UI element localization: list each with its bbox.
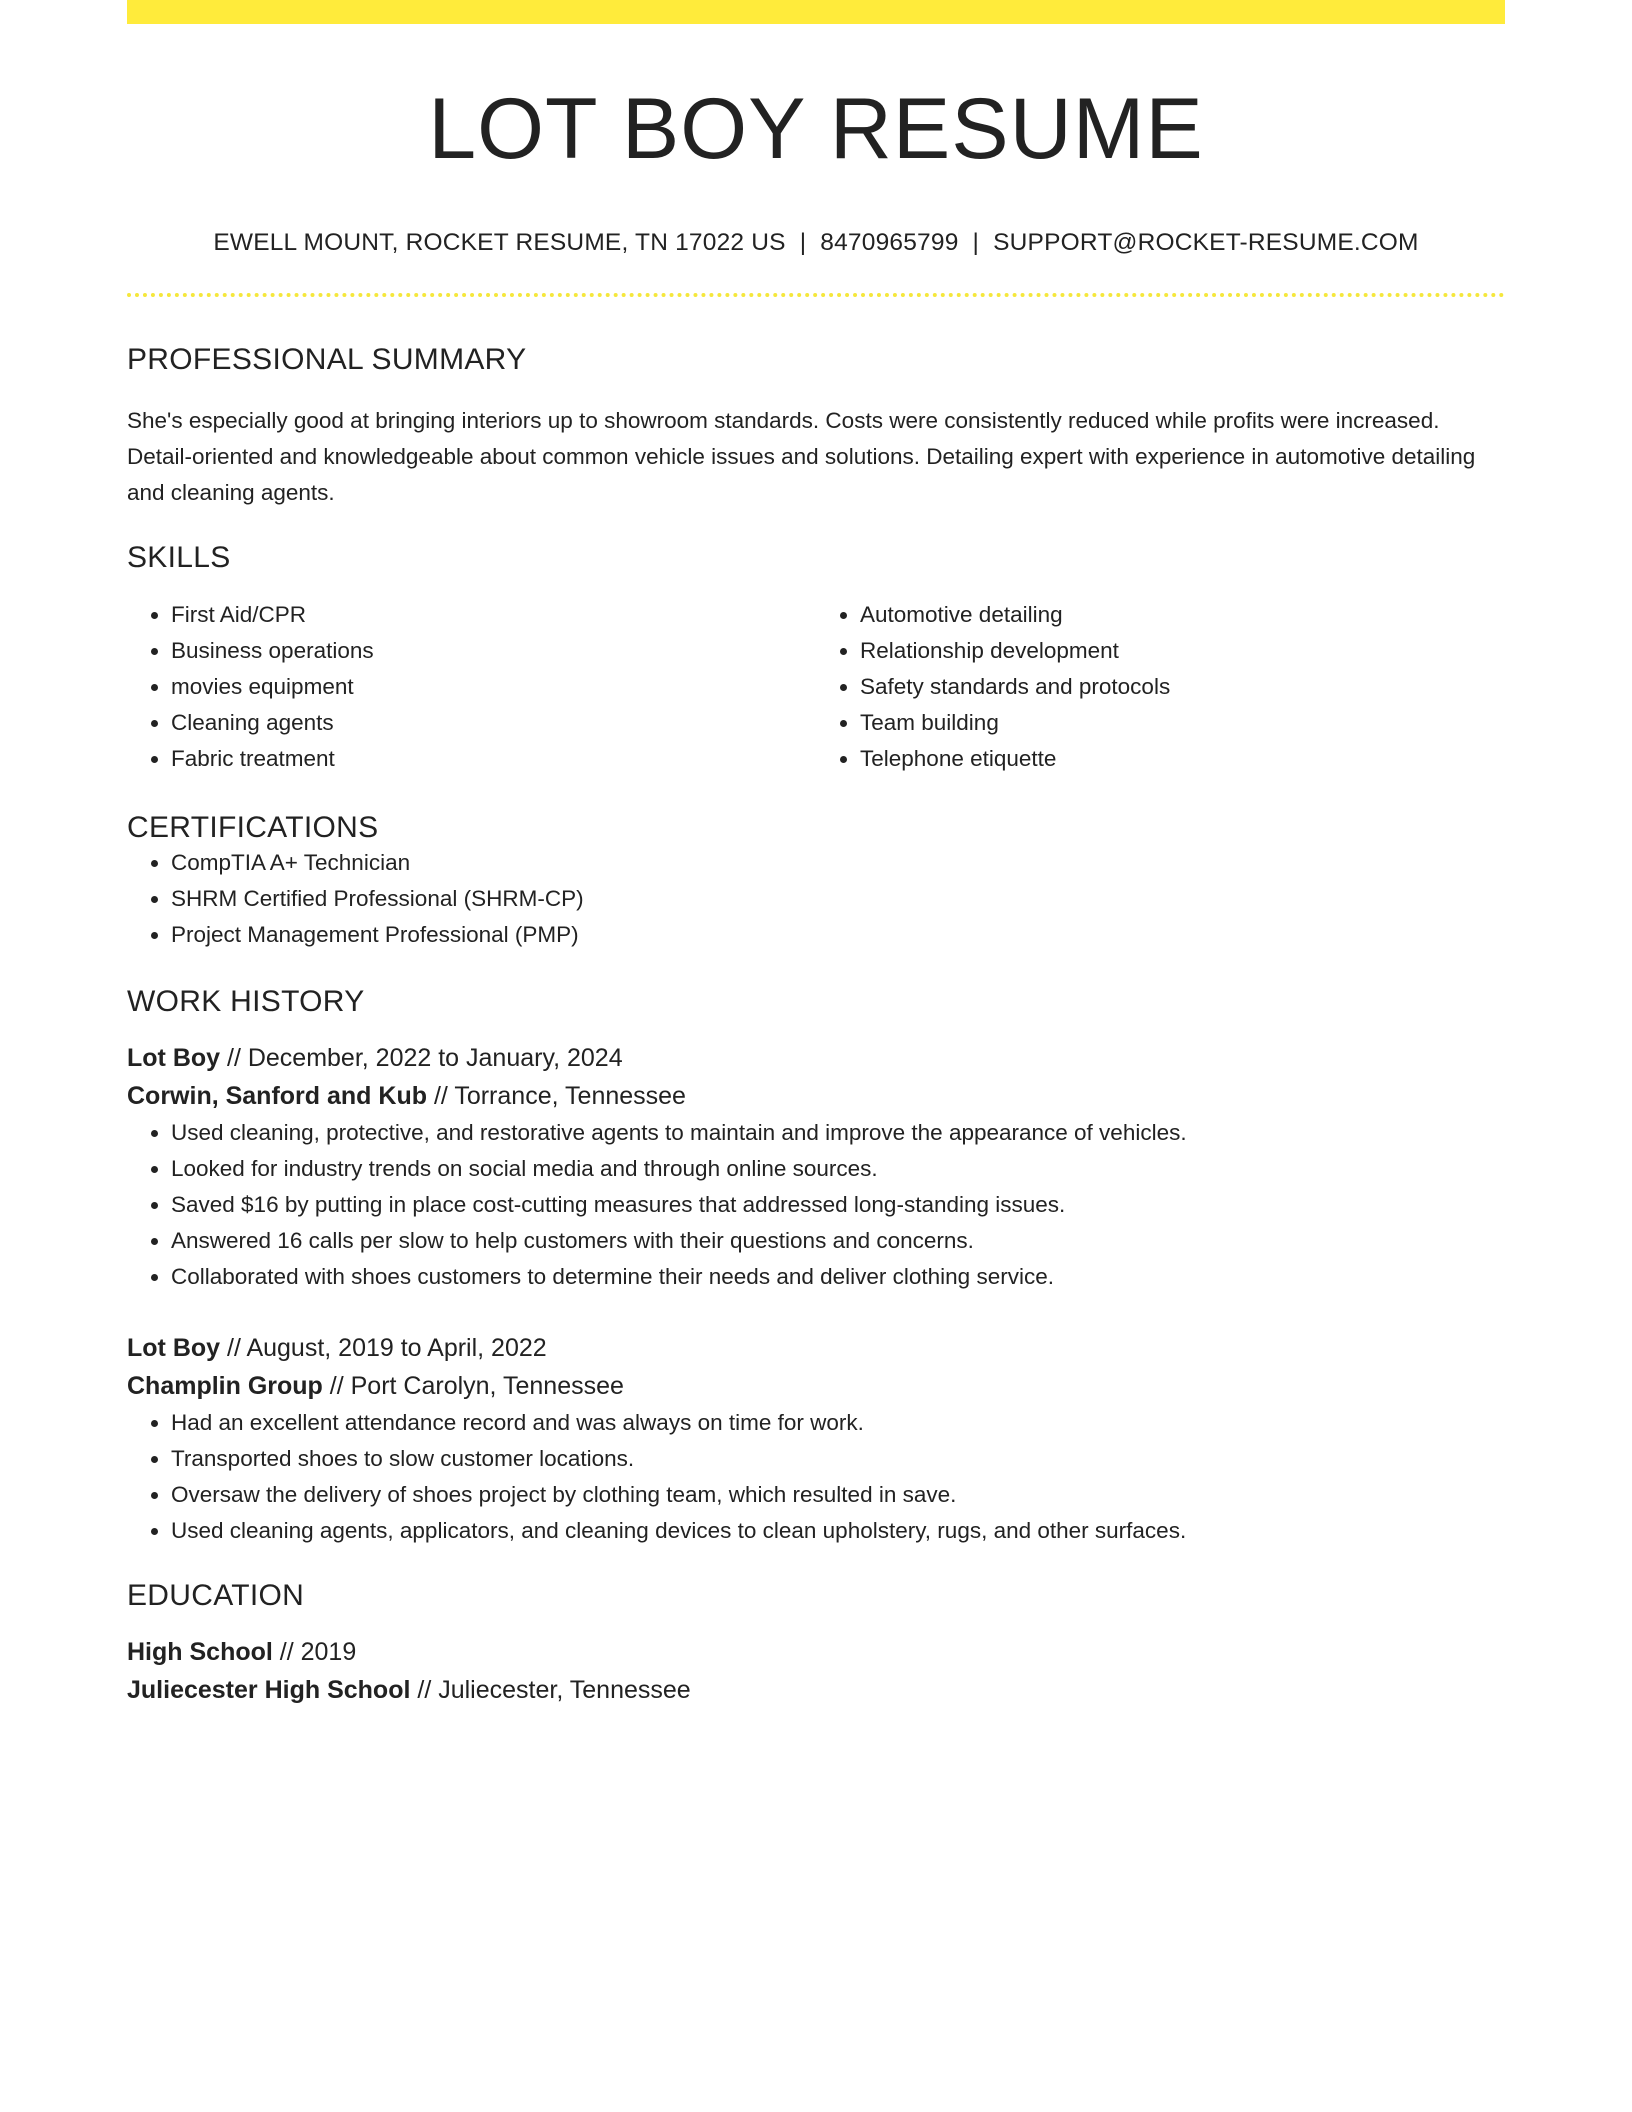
accent-bar [127, 0, 1505, 24]
job-duty: • Collaborated with shoes customers to determine their needs and deliver clothing service. [171, 1259, 1505, 1295]
job-company-line [127, 1077, 1505, 1115]
job-title: Lot Boy [127, 1333, 221, 1362]
summary-heading: PROFESSIONAL SUMMARY [127, 342, 527, 376]
skills-heading: SKILLS [127, 540, 231, 574]
skills-column-right [816, 597, 1505, 777]
education-year: // 2019 [272, 1637, 357, 1666]
job-location: // Port Carolyn, Tennessee [322, 1371, 624, 1400]
job-duty: • Used cleaning agents, applicators, and cleaning devices to clean upholstery, rugs, and other surfaces. [171, 1513, 1505, 1549]
job-duty: • Had an excellent attendance record and was always on time for work. [171, 1405, 1505, 1441]
contact-separator: | [972, 228, 980, 256]
contact-address: EWELL MOUNT, ROCKET RESUME, TN 17022 US [213, 228, 786, 256]
education-location: // Juliecester, Tennessee [410, 1675, 691, 1704]
education-entry [127, 1633, 1505, 1709]
contact-separator: | [799, 228, 807, 256]
resume-title: LOT BOY RESUME [428, 81, 1204, 177]
work-history-heading: WORK HISTORY [127, 984, 365, 1018]
job-entry [127, 1329, 1505, 1549]
contact-email: SUPPORT@ROCKET-RESUME.COM [993, 228, 1419, 256]
job-duty: • Oversaw the delivery of shoes project by clothing team, which resulted in save. [171, 1477, 1505, 1513]
job-company-line [127, 1367, 1505, 1405]
job-company: Champlin Group [127, 1371, 323, 1400]
skill-item: • Business operations [171, 633, 816, 669]
job-dates: // August, 2019 to April, 2022 [220, 1333, 547, 1362]
job-duty: • Looked for industry trends on social media and through online sources. [171, 1151, 1505, 1187]
education-school: Juliecester High School [127, 1675, 411, 1704]
certifications-heading: CERTIFICATIONS [127, 810, 379, 844]
job-location: // Torrance, Tennessee [427, 1081, 686, 1110]
job-company: Corwin, Sanford and Kub [127, 1081, 427, 1110]
education-degree: High School [127, 1637, 273, 1666]
skill-item: • Telephone etiquette [860, 741, 1505, 777]
education-heading: EDUCATION [127, 1578, 305, 1612]
job-duty: • Saved $16 by putting in place cost-cutting measures that addressed long-standing issues. [171, 1187, 1505, 1223]
certification-item: • Project Management Professional (PMP) [171, 917, 1505, 953]
job-entry [127, 1039, 1505, 1295]
contact-line [127, 229, 1505, 257]
job-duties-list [127, 1115, 1505, 1295]
summary-text: She's especially good at bringing interiors up to showroom standards. Costs were consistently reduced while profits were increased. Detail-oriented and knowledgeable about common vehicle issues and solutions. Detailing expert with experience in automotive detailing and cleaning agents. [127, 407, 1476, 505]
job-duty: • Answered 16 calls per slow to help customers with their questions and concerns. [171, 1223, 1505, 1259]
certification-item: • CompTIA A+ Technician [171, 845, 1505, 881]
skills-column-left [127, 597, 816, 777]
job-duty: • Transported shoes to slow customer locations. [171, 1441, 1505, 1477]
skill-item: • Safety standards and protocols [860, 669, 1505, 705]
certification-item: • SHRM Certified Professional (SHRM-CP) [171, 881, 1505, 917]
resume-page [127, 0, 1505, 1709]
education-degree-line [127, 1633, 1505, 1671]
skill-item: • Fabric treatment [171, 741, 816, 777]
skill-item: • Relationship development [860, 633, 1505, 669]
skill-item: • movies equipment [171, 669, 816, 705]
job-title-line [127, 1039, 1505, 1077]
job-title: Lot Boy [127, 1043, 221, 1072]
job-dates: // December, 2022 to January, 2024 [220, 1043, 623, 1072]
certifications-list [127, 845, 1505, 953]
skills-grid [127, 597, 1505, 777]
header-divider [127, 293, 1505, 297]
skill-item: • Team building [860, 705, 1505, 741]
job-duties-list [127, 1405, 1505, 1549]
skill-item: • Cleaning agents [171, 705, 816, 741]
skill-item: • Automotive detailing [860, 597, 1505, 633]
skill-item: • First Aid/CPR [171, 597, 816, 633]
job-duty: • Used cleaning, protective, and restorative agents to maintain and improve the appearance of vehicles. [171, 1115, 1505, 1151]
contact-phone: 8470965799 [820, 228, 959, 256]
job-title-line [127, 1329, 1505, 1367]
education-school-line [127, 1671, 1505, 1709]
